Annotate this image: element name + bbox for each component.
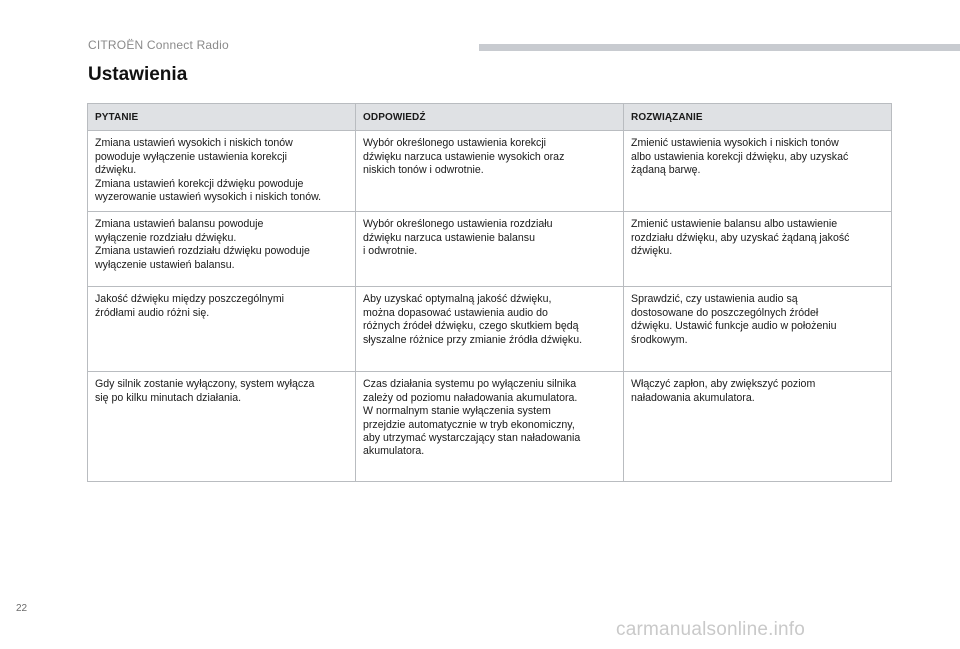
table-row	[88, 372, 892, 482]
solution-cell: Włączyć zapłon, aby zwiększyć poziom naładowania akumulatora.	[624, 372, 892, 482]
page-number: 22	[16, 603, 28, 614]
column-header-solution: ROZWIĄZANIE	[624, 104, 892, 131]
question-cell: Gdy silnik zostanie wyłączony, system wyłącza się po kilku minutach działania.	[88, 372, 356, 482]
table-header-row	[88, 104, 892, 131]
answer-cell: Wybór określonego ustawienia rozdziału dźwięku narzuca ustawienie balansu i odwrotnie.	[356, 212, 624, 287]
answer-cell: Wybór określonego ustawienia korekcji dźwięku narzuca ustawienie wysokich oraz niskich tonów i odwrotnie.	[356, 131, 624, 212]
answer-cell: Aby uzyskać optymalną jakość dźwięku, można dopasować ustawienia audio do różnych źródeł dźwięku, czego skutkiem będą słyszalne różnice przy zmianie źródła dźwięku.	[356, 287, 624, 372]
watermark-text: carmanualsonline.info	[616, 619, 806, 640]
answer-cell: Czas działania systemu po wyłączeniu silnika zależy od poziomu naładowania akumulatora. W normalnym stanie wyłączenia system przejdzie automatycznie w tryb ekonomiczny, aby utrzymać wystarczający stan naładowania akumulatora.	[356, 372, 624, 482]
solution-cell: Zmienić ustawienie balansu albo ustawienie rozdziału dźwięku, aby uzyskać żądaną jakość dźwięku.	[624, 212, 892, 287]
table-row	[88, 212, 892, 287]
question-cell: Zmiana ustawień balansu powoduje wyłączenie rozdziału dźwięku. Zmiana ustawień rozdziału dźwięku powoduje wyłączenie ustawień balansu.	[88, 212, 356, 287]
header-divider-bar	[479, 44, 960, 51]
solution-cell: Zmienić ustawienia wysokich i niskich tonów albo ustawienia korekcji dźwięku, aby uzyskać żądaną barwę.	[624, 131, 892, 212]
section-title: Ustawienia	[88, 64, 188, 85]
faq-table	[87, 103, 892, 482]
question-cell: Jakość dźwięku między poszczególnymi źródłami audio różni się.	[88, 287, 356, 372]
column-header-answer: ODPOWIEDŹ	[356, 104, 624, 131]
table-row	[88, 287, 892, 372]
table-row	[88, 131, 892, 212]
question-cell: Zmiana ustawień wysokich i niskich tonów powoduje wyłączenie ustawienia korekcji dźwięku. Zmiana ustawień korekcji dźwięku powoduje wyzerowanie ustawień wysokich i niskich tonów.	[88, 131, 356, 212]
column-header-question: PYTANIE	[88, 104, 356, 131]
document-brand-header: CITROËN Connect Radio	[88, 38, 229, 52]
solution-cell: Sprawdzić, czy ustawienia audio są dostosowane do poszczególnych źródeł dźwięku. Ustawić funkcje audio w położeniu środkowym.	[624, 287, 892, 372]
